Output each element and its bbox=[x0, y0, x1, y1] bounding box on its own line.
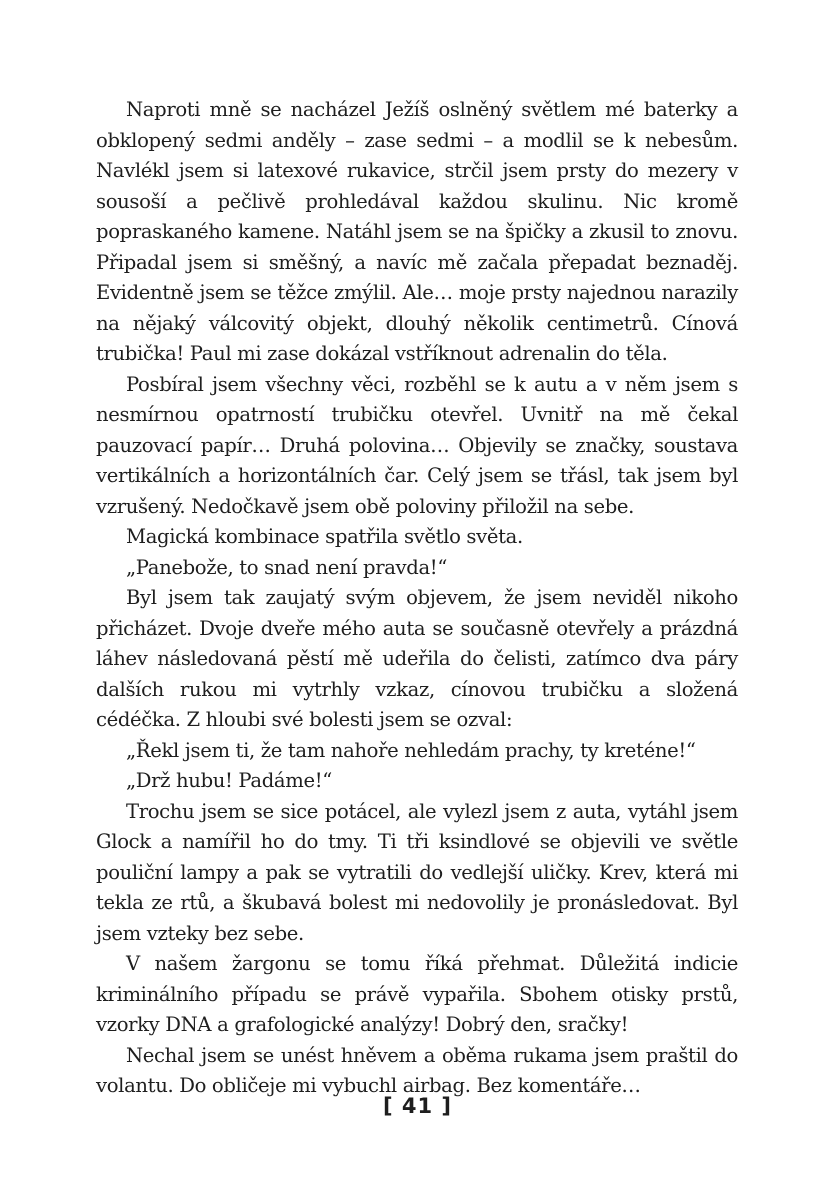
body-text bbox=[96, 95, 738, 1102]
paragraph-10: Nechal jsem se unést hněvem a oběma rukama jsem praštil do volantu. Do obličeje mi vybuchl airbag. Bez komentáře… bbox=[96, 1043, 738, 1097]
paragraph-8: Trochu jsem se sice potácel, ale vylezl jsem z auta, vytáhl jsem Glock a namířil ho do tmy. Ti tři ksindlové se objevili ve světle pouliční lampy a pak se vytratili do vedlejší uličky. Krev, která mi tekla ze rtů, a škubavá bolest mi nedovolily je pronásledovat. Byl jsem vzteky bez sebe. bbox=[96, 799, 738, 945]
paragraph-6: „Řekl jsem ti, že tam nahoře nehledám prachy, ty kreténe!“ bbox=[126, 738, 696, 762]
paragraph-7: „Drž hubu! Padáme!“ bbox=[126, 769, 332, 792]
paragraph-3: Magická kombinace spatřila světlo světa. bbox=[126, 525, 523, 548]
paragraph-4: „Panebože, to snad není pravda!“ bbox=[126, 555, 447, 579]
paragraph-9: V našem žargonu se tomu říká přehmat. Důležitá indicie kriminálního případu se právě vypařila. Sbohem otisky prstů, vzorky DNA a grafologické analýzy! Dobrý den, sračky! bbox=[96, 952, 738, 1036]
paragraph-1: Naproti mně se nacházel Ježíš oslněný světlem mé baterky a obklopený sedmi anděly – zase sedmi – a modlil se k nebesům. Navlékl jsem si latexové rukavice, strčil jsem prsty do mezery v sousoší a pečlivě prohledával každou skulinu. Nic kromě popraskaného kamene. Natáhl jsem se na špičky a zkusil to znovu. Připadal jsem si směšný, a navíc mě začala přepadat beznaděj. Evidentně jsem se těžce zmýlil. Ale… moje prsty najednou narazily na nějaký válcovitý objekt, dlouhý několik centimetrů. Cínová trubička! Paul mi zase dokázal vstříknout adrenalin do těla. bbox=[96, 98, 738, 365]
page-number: [ 41 ] bbox=[382, 1094, 453, 1118]
paragraph-5: Byl jsem tak zaujatý svým objevem, že jsem neviděl nikoho přicházet. Dvoje dveře mého auta se současně otevřely a prázdná láhev následovaná pěstí mě udeřila do čelisti, zatímco dva páry dalších rukou mi vytrhly vzkaz, cínovou trubičku a složená cédéčka. Z hloubi své bolesti jsem se ozval: bbox=[96, 586, 738, 731]
paragraph-2: Posbíral jsem všechny věci, rozběhl se k autu a v něm jsem s nesmírnou opatrností trubičku otevřel. Uvnitř na mě čekal pauzovací papír… Druhá polovina… Objevily se značky, soustava vertikálních a horizontálních čar. Celý jsem se třásl, tak jsem byl vzrušený. Nedočkavě jsem obě poloviny přiložil na sebe. bbox=[96, 372, 738, 518]
